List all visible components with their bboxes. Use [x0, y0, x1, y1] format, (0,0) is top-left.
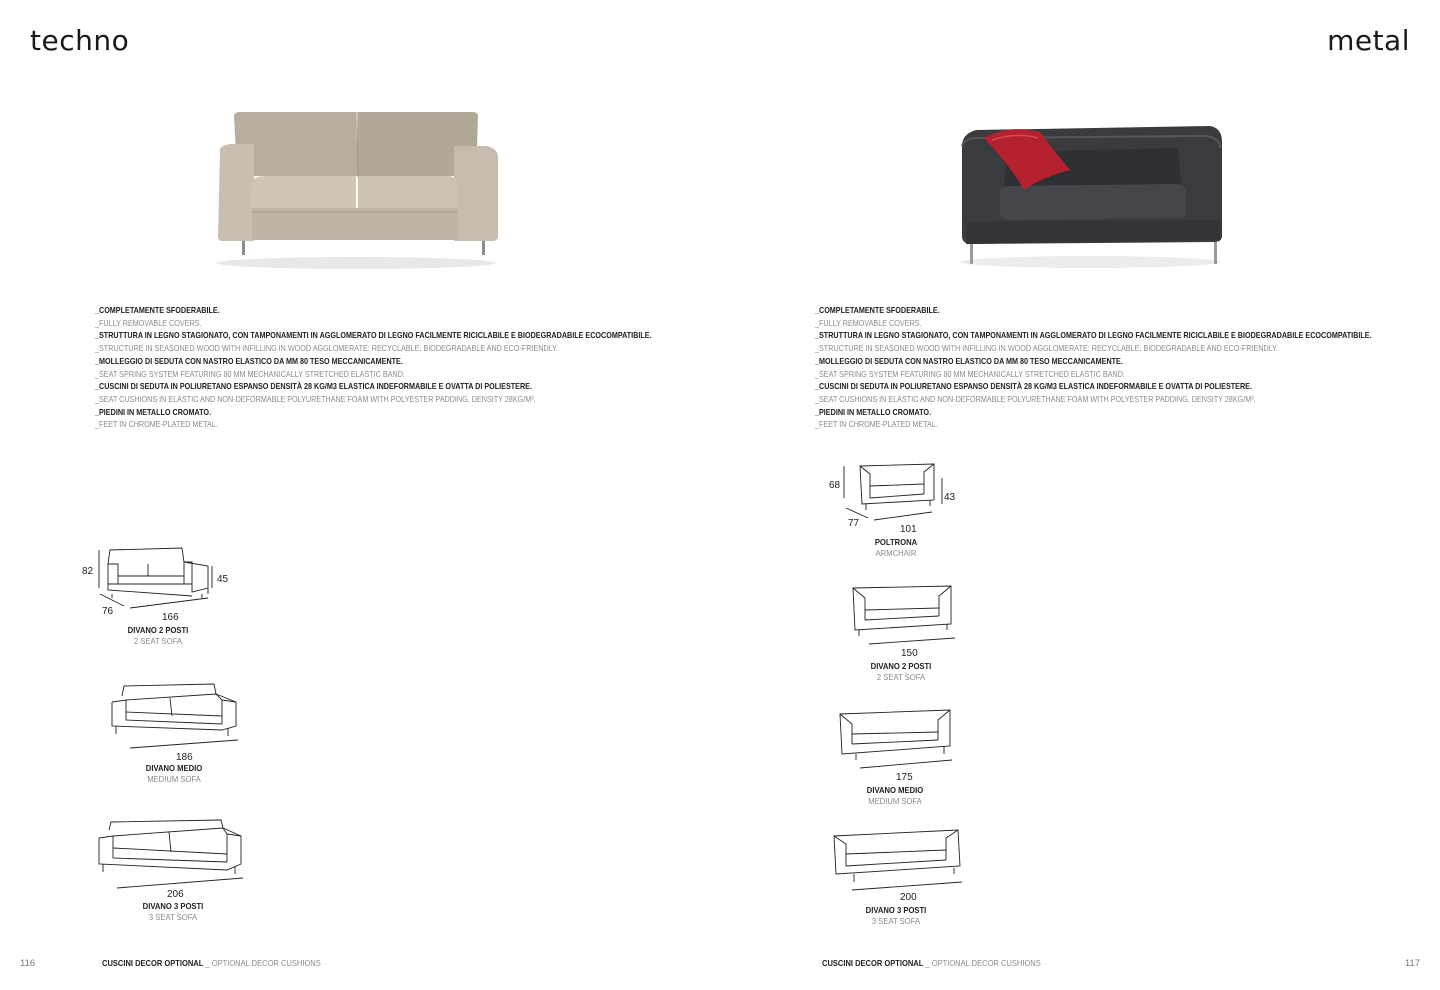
spec-text-it: _STRUTTURA IN LEGNO STAGIONATO, CON TAMPONAMENTI IN AGGLOMERATO DI LEGNO FACILMENTE RICICLABILE E BIODEGRADABILE ECOCOMPATIBILE.	[95, 330, 652, 341]
width-label: 101	[900, 524, 917, 535]
product-title: techno	[30, 24, 130, 57]
model-name-en: 2 SEAT SOFA	[133, 636, 183, 646]
page-metal	[720, 0, 1440, 990]
depth-label: 76	[102, 606, 114, 617]
product-title: metal	[1327, 24, 1410, 57]
model-divano-medio	[820, 706, 970, 807]
depth-label: 77	[848, 518, 860, 529]
spec-text-it: _MOLLEGGIO DI SEDUTA CON NASTRO ELASTICO DA MM 80 TESO MECCANICAMENTE.	[95, 355, 403, 366]
width-label: 200	[900, 892, 917, 903]
model-name-en: 3 SEAT SOFA	[148, 912, 198, 922]
spec-text-it: _PIEDINI IN METALLO CROMATO.	[815, 406, 932, 417]
spec-text-en: _SEAT CUSHIONS IN ELASTIC AND NON-DEFORMABLE POLYURETHANE FOAM WITH POLYESTER PADDING, DENSITY 28KG/M³.	[815, 393, 1256, 404]
model-divano-3-posti	[816, 826, 976, 927]
width-label: 166	[162, 612, 179, 623]
spec-text-en: _FEET IN CHROME-PLATED METAL.	[95, 419, 218, 430]
spec-text-it: _MOLLEGGIO DI SEDUTA CON NASTRO ELASTICO DA MM 80 TESO MECCANICAMENTE.	[815, 355, 1123, 366]
width-label: 206	[167, 889, 184, 900]
spec-item	[95, 406, 695, 431]
model-poltrona	[816, 458, 976, 559]
footer-label-en: _ OPTIONAL DECOR CUSHIONS	[925, 958, 1041, 968]
spec-item	[95, 355, 695, 380]
seat-height-label: 45	[217, 574, 229, 585]
model-name: DIVANO MEDIO	[866, 785, 924, 795]
spec-text-it: _CUSCINI DI SEDUTA IN POLIURETANO ESPANSO DENSITÀ 28 KG/M3 ELASTICA INDEFORMABILE E OVATTA DI POLIESTERE.	[95, 381, 532, 392]
spec-text-it: _STRUTTURA IN LEGNO STAGIONATO, CON TAMPONAMENTI IN AGGLOMERATO DI LEGNO FACILMENTE RICICLABILE E BIODEGRADABILE ECOCOMPATIBILE.	[815, 330, 1372, 341]
width-label: 150	[901, 648, 918, 659]
model-divano-medio	[94, 680, 254, 785]
footer-note	[822, 958, 1041, 968]
spec-text-en: _STRUCTURE IN SEASONED WOOD WITH INFILLING IN WOOD AGGLOMERATE: RECYCLABLE, BIODEGRADABLE AND ECO-FRIENDLY.	[95, 343, 559, 354]
model-divano-2-posti	[826, 580, 976, 683]
spec-text-it: _PIEDINI IN METALLO CROMATO.	[95, 406, 212, 417]
product-photo-metal	[920, 86, 1255, 306]
seat-height-label: 43	[944, 492, 956, 503]
spec-item	[815, 355, 1415, 380]
spec-text-en: _FULLY REMOVABLE COVERS.	[815, 317, 922, 328]
model-divano-2-posti	[78, 540, 238, 647]
spec-text-en: _FEET IN CHROME-PLATED METAL.	[815, 419, 938, 430]
model-name-en: MEDIUM SOFA	[868, 796, 922, 806]
spec-list	[815, 304, 1415, 431]
page-number: 116	[20, 958, 36, 969]
model-name: DIVANO MEDIO	[145, 763, 203, 773]
footer-note	[102, 958, 321, 968]
spec-item	[815, 304, 1415, 329]
model-name: POLTRONA	[874, 537, 918, 547]
spec-item	[815, 406, 1415, 431]
height-label: 68	[829, 480, 841, 491]
model-name: DIVANO 2 POSTI	[870, 661, 932, 671]
product-photo-techno	[196, 86, 526, 301]
spec-item	[95, 329, 695, 354]
width-label: 186	[176, 752, 193, 763]
footer-label-en: _ OPTIONAL DECOR CUSHIONS	[205, 958, 321, 968]
spec-text-en: _SEAT SPRING SYSTEM FEATURING 80 MM MECHANICALLY STRETCHED ELASTIC BAND.	[815, 368, 1125, 379]
footer-label: CUSCINI DECOR OPTIONAL	[822, 958, 924, 968]
spec-text-it: _CUSCINI DI SEDUTA IN POLIURETANO ESPANSO DENSITÀ 28 KG/M3 ELASTICA INDEFORMABILE E OVATTA DI POLIESTERE.	[815, 381, 1252, 392]
spec-text-en: _STRUCTURE IN SEASONED WOOD WITH INFILLING IN WOOD AGGLOMERATE: RECYCLABLE, BIODEGRADABLE AND ECO-FRIENDLY.	[815, 343, 1279, 354]
spec-list	[95, 304, 695, 431]
width-label: 175	[896, 772, 913, 783]
model-name-en: ARMCHAIR	[875, 548, 917, 558]
height-label: 82	[82, 566, 94, 577]
model-name-en: 3 SEAT SOFA	[871, 916, 921, 926]
model-name-en: MEDIUM SOFA	[147, 774, 201, 784]
footer-label: CUSCINI DECOR OPTIONAL	[102, 958, 204, 968]
spec-item	[815, 380, 1415, 405]
model-name-en: 2 SEAT SOFA	[876, 672, 926, 682]
model-divano-3-posti	[88, 816, 258, 923]
model-name: DIVANO 3 POSTI	[142, 901, 204, 911]
spec-text-it: _COMPLETAMENTE SFODERABILE.	[95, 305, 220, 315]
spec-text-en: _FULLY REMOVABLE COVERS.	[95, 317, 202, 328]
page-number: 117	[1404, 958, 1420, 969]
model-name: DIVANO 2 POSTI	[127, 625, 189, 635]
spec-item	[95, 304, 695, 329]
spec-text-en: _SEAT SPRING SYSTEM FEATURING 80 MM MECHANICALLY STRETCHED ELASTIC BAND.	[95, 368, 405, 379]
spec-text-en: _SEAT CUSHIONS IN ELASTIC AND NON-DEFORMABLE POLYURETHANE FOAM WITH POLYESTER PADDING, DENSITY 28KG/M³.	[95, 393, 536, 404]
spec-text-it: _COMPLETAMENTE SFODERABILE.	[815, 305, 940, 315]
spec-item	[815, 329, 1415, 354]
model-name: DIVANO 3 POSTI	[865, 905, 927, 915]
spec-item	[95, 380, 695, 405]
